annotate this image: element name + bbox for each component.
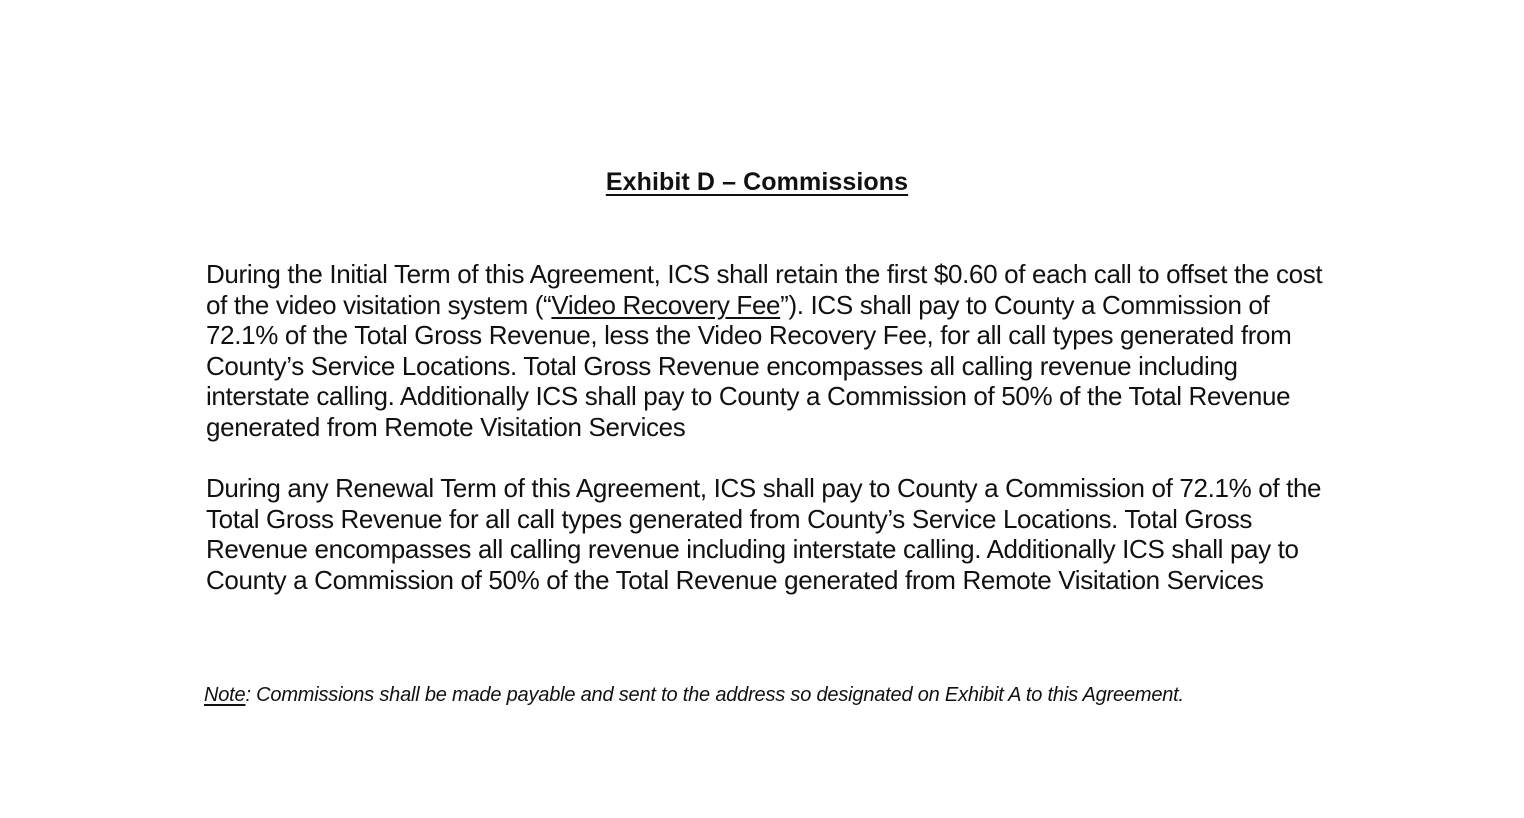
page-title-text: Exhibit D – Commissions (605, 168, 909, 196)
renewal-term-paragraph: During any Renewal Term of this Agreement, ICS shall pay to County a Commission of 72.1% of the Total Gross Revenue for all call types generated from County’s Service Locations. Total Gross Revenue encompasses all calling revenue including interstate calling. Additionally ICS shall pay to County a Commission of 50% of the Total Revenue generated from Remote Visitation Services (206, 473, 1322, 595)
note-text: : Commissions shall be made payable and sent to the address so designated on Exhibit A to this Agreement. (245, 684, 1184, 706)
page-title (0, 168, 1524, 197)
footnote (204, 684, 1314, 707)
video-recovery-fee-term: Video Recovery Fee (551, 289, 781, 320)
initial-term-paragraph (206, 259, 1338, 442)
initial-term-text-end: ”). ICS shall pay to County a Commission of 72.1% of the Total Gross Revenue, less the Video Recovery Fee, for all call types generated from County’s Service Locations. Total Gross Revenue encompasses all calling revenue including interstate calling. Additionally ICS shall pay to County a Commission of 50% of the Total Revenue generated from Remote Visitation Services (206, 289, 1292, 442)
note-label: Note (204, 684, 246, 706)
initial-term-text-start: During the Initial Term of this Agreement, ICS shall retain the first $0.60 of each call to offset the cost of the video visitation system (“ (206, 259, 1323, 320)
